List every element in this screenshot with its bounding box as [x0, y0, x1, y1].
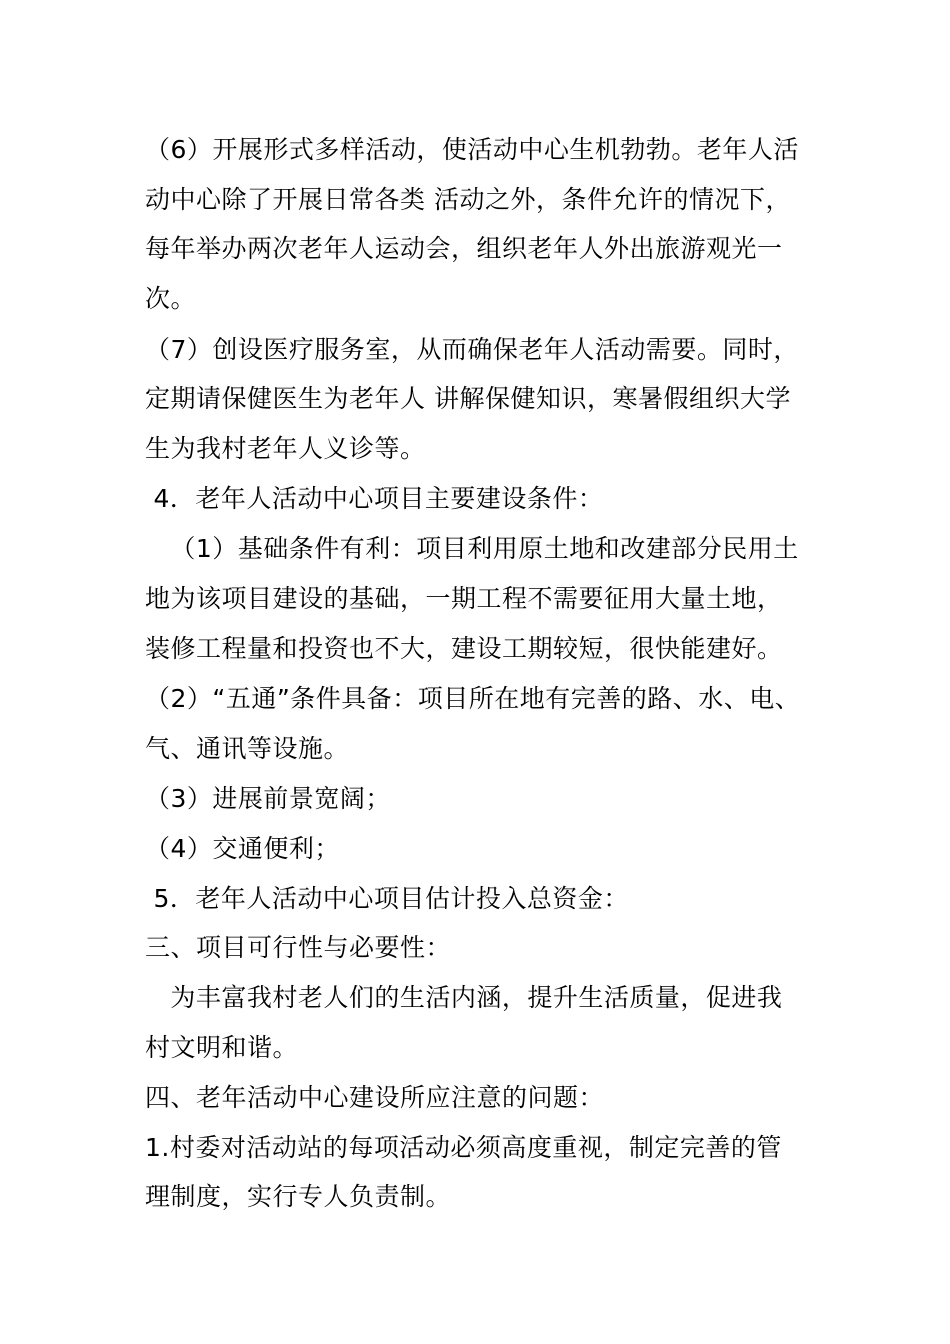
section-heading: 5．老年人活动中心项目估计投入总资金：: [145, 884, 629, 913]
text-line: （1）基础条件有利：项目利用原土地和改建部分民用土: [145, 534, 799, 563]
text-line: 定期请保健医生为老年人 讲解保健知识，寒暑假组织大学: [145, 384, 791, 413]
text-line: 装修工程量和投资也不大，建设工期较短，很快能建好。: [145, 634, 783, 663]
text-line: 次。: [145, 284, 197, 313]
text-line: 为丰富我村老人们的生活内涵，提升生活质量，促进我: [145, 983, 783, 1012]
text-line: 每年举办两次老年人运动会，组织老年人外出旅游观光一: [145, 234, 783, 263]
text-line: （3）进展前景宽阔；: [145, 784, 391, 813]
text-line: 动中心除了开展日常各类 活动之外，条件允许的情况下，: [145, 185, 791, 214]
section-heading: 三、项目可行性与必要性：: [145, 933, 452, 962]
text-line: 1.村委对活动站的每项活动必须高度重视，制定完善的管: [145, 1133, 782, 1162]
text-line: 理制度，实行专人负责制。: [145, 1182, 452, 1211]
text-line: （4）交通便利；: [145, 834, 340, 863]
text-line: 气、通讯等设施。: [145, 734, 350, 763]
section-heading: 4．老年人活动中心项目主要建设条件：: [145, 484, 604, 513]
text-line: （7）创设医疗服务室，从而确保老年人活动需要。同时，: [145, 335, 799, 364]
text-line: （2）“五通”条件具备：项目所在地有完善的路、水、电、: [145, 684, 801, 713]
text-line: 地为该项目建设的基础，一期工程不需要征用大量土地，: [145, 584, 783, 613]
text-line: 村文明和谐。: [145, 1033, 299, 1062]
text-line: （6）开展形式多样活动，使活动中心生机勃勃。老年人活: [145, 135, 799, 164]
text-line: 生为我村老年人义诊等。: [145, 434, 426, 463]
section-heading: 四、老年活动中心建设所应注意的问题：: [145, 1083, 605, 1112]
